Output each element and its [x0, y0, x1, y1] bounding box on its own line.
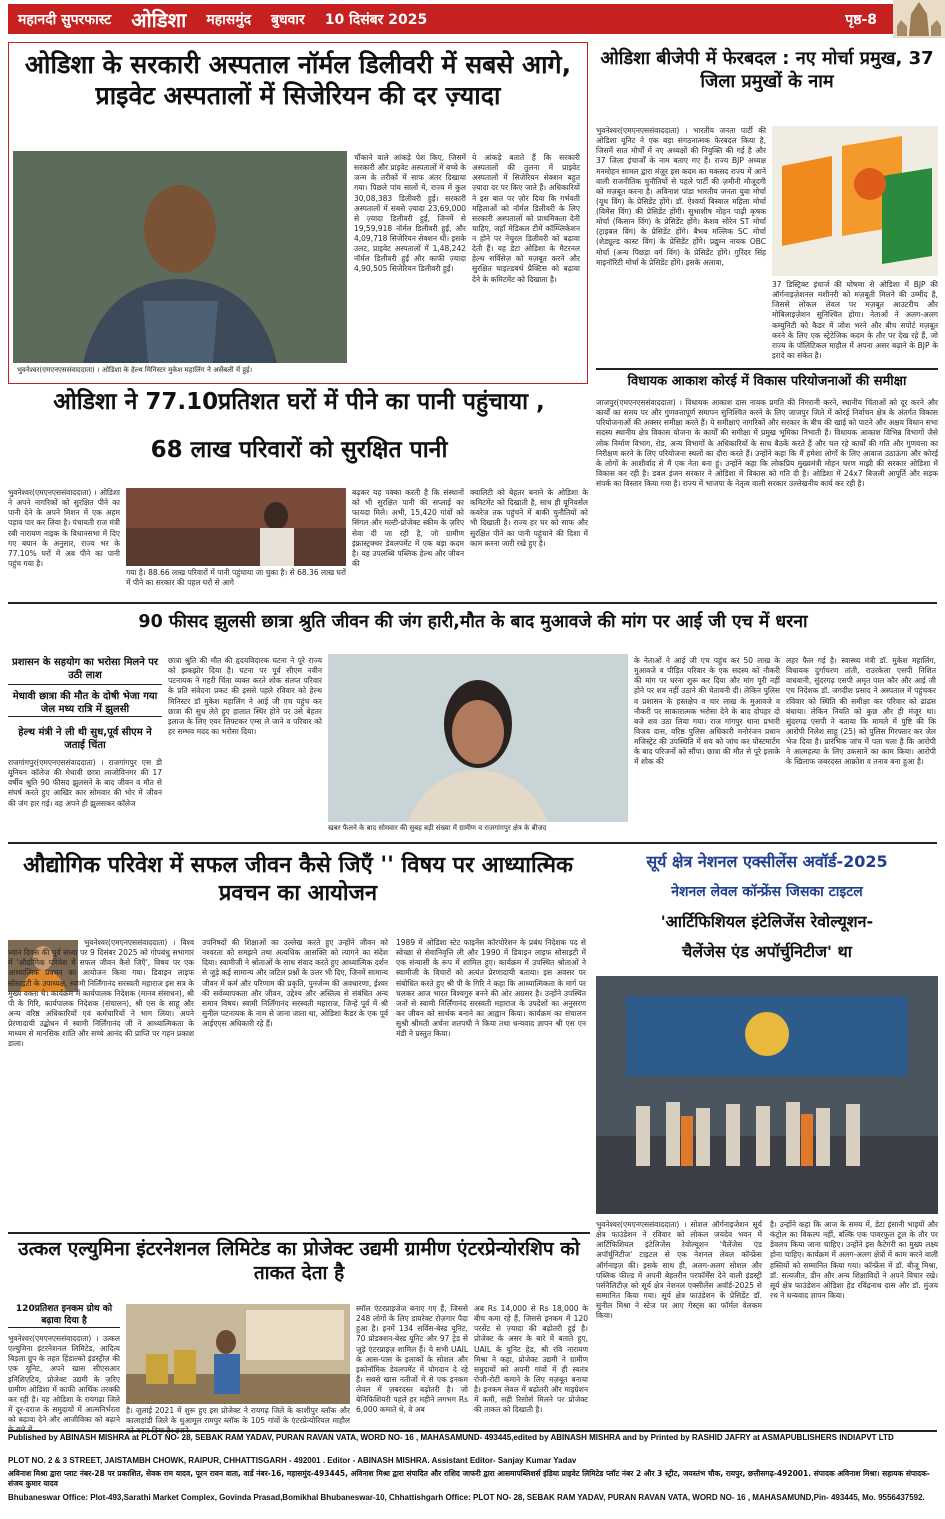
divider [8, 1232, 590, 1234]
student-side-2: मेधावी छात्रा की मौत के दोषी भेजा गया जेल मध्य रात्रि में झुलसी [8, 690, 162, 717]
story-mla-review [596, 368, 938, 598]
story-student-headline: 90 फीसद झुलसी छात्रा श्रुति जीवन की जंग हारी,मौत के बाद मुआवजे की मांग पर आई जी एच में धरना [138, 612, 808, 632]
imprint-line-3: अविनाश मिश्रा द्वारा प्लाट नंबर-28 पर प्रकाशित, सेवक राम यादव, पूरन रावन वाता, वार्ड नंबर-16, महासमुंद-493445, अविनाश मिश्रा द्वारा संपादित और राशिद जाफरी द्वारा आसमापब्लिशर्स इंडिया प्राइवेट लिमिटेड प्लॉट नंबर 2 और 3 स्ट्रीट, जयस्तंभ चौक, रायपुर, छत्तीसगढ़-492001. संपादक अविनाश मिश्रा। सहायक संपादक-संजय कुमार यादव [8, 1469, 930, 1488]
ai-col2: है। उन्होंने कहा कि आज के समय में, डेटा इंसानी भाइयों और कंट्रोल का विकल्प नहीं, बल्कि एक पावरफुल टूल के तौर पर डेवलप किया जाना चाहिए। उन्होंने इस कैटेगरी का मुख्य लक्ष्य होना चाहिए। कार्यक्रम में अलग-अलग क्षेत्रों में काम करने वाली हस्तियों को सम्मानित किया गया। कॉन्फ्रेंस में डॉ. बीजू मिश्रा, डॉ. सत्यजीत, डीन और अन्य शिक्षाविदों ने अपने विचार रखे। सूर्य क्षेत्र फाउंडेशन ओडिशा हेड रविंद्रनाथ दास और डॉ. मुंजय रथ ने धन्यवाद ज्ञापन किया। [770, 1220, 938, 1300]
student-col3: के नेताओं ने आई जी एच पहुंच कर 50 लाख के मुआवजे व पीड़ित परिवार के एक सदस्य को नौकरी की मांग पर धरना शुरू कर दिया और मांग पूरी नहीं होने पर शव नहीं उठाने की चेतावनी दी। लेकिन पुलिस व प्रशासन के हस्तक्षेप व चार लाख के मुआवजे व नौकरी पर साकारात्मक भरोसा देने के बाद दोपहर दो बजे शव उठा लिया गया। राज गांगपुर थाना प्रभारी विजय दास, वरिष्ठ पुलिस अधिकारी मनोरंजन प्रधान मजिस्ट्रेट की उपस्थिति में शव को जांच कर पोस्टमार्टम के बाद परिजनों को सौंपा। छात्रा की मौत से पूरे इलाके में शोक की [634, 656, 780, 767]
conference-photo [596, 976, 938, 1214]
student-col1: राजगांगपुर(एमएनएससंवाददाता) । राजगांगपुर एस डी यूनियन कॉलेज की मेधावी छात्रा लाजोविनगर की 17 वर्षीय श्रुति 90 फीसद झुलसने के बाद जीवन व मौत से संघर्ष करते हुए आखिर कार सोमवार की भोर में जीवन की जंग हार गई। वह अपने ही झुलसकर कॉलेज [8, 758, 162, 808]
story-water-col2: बढ़कर यह पक्का करती है कि संस्थानों को भी सुरक्षित पानी की सप्लाई का फायदा मिले। अभी, 15,420 गांवों को सिंगल और मल्टी-प्रोजेक्ट स्कीम के ज़रिए सेवा दी जा रही है, जो ग्रामीण इंफ्रास्ट्रक्चर डेवलपमेंट में एक बड़ा कदम है। यह उपलब्धि पब्लिक हेल्थ और जीवन की [352, 488, 464, 568]
story-hospital-headline: ओडिशा के सरकारी अस्पताल नॉर्मल डिलीवरी में सबसे आगे, प्राइवेट अस्पतालों में सिजेरियन की दर ज़्यादा [24, 50, 572, 111]
entrepreneur-photo [126, 1304, 350, 1404]
assembly-photo [126, 488, 346, 566]
student-col2: छात्रा श्रुति की मौत की हृदयविदारक घटना ने पूरे राज्य को झकझोर दिया है। घटना पर पूर्व सीएम नवीन पटनायक ने गहरी चिंता व्यक्त करते शोक संतप्त परिवार के प्रति संवेदना प्रकट की इससे पहले रविवार को हेल्थ मिनिस्टर डॉ मुकेश महालिंग ने आई जी एच पहुंच कर छात्रा की सुध लेते हुए हालात स्थिर होने पर उसे बेहतर इलाज के लिए एयर लिफ्टकर एम्स ले जाने व परिवार को हर सम्भव मदद का भरोसा दिया। [168, 656, 322, 736]
story-water-col1: भुवनेश्वर(एमएनएससंवाददाता) । ओडिशा ने अपने नागरिकों को सुरक्षित पीने का पानी देने के अपने मिशन में एक अहम पड़ाव पार कर लिया है। पंचायती राज मंत्री रबी नारायण नाइक के विधानसभा में दिए गए बयान के अनुसार, राज्य भर के 77.10% घरों में अब पीने का पानी पहुंच गया है। [8, 488, 120, 568]
bjp-flags-photo [772, 126, 938, 276]
student-photo [328, 654, 628, 822]
story-ai-headline-4: चैलेंजेस एंड अपॉर्चुनिटीज' था [682, 942, 852, 961]
ai-col1: भुवनेश्वर(एमएनएससंवाददाता) । सोशल ऑर्गनाइजेशन सूर्य क्षेत्र फाउंडेशन ने रविवार को लोकल जयदेव भवन में आर्टिफिशियल इंटेलिजेंस रेवोल्यूशन 'चैलेंजेस एंड अपॉर्चुनिटीज' टाइटल से एक नेशनल लेवल कॉन्फ्रेंस ऑर्गनाइज़ की। इसके साथ ही, अलग-अलग सोशल और पब्लिक फील्ड में अपनी बेहतरीन परफॉर्मेंस देने वाली इंडस्ट्री पर्सनैलिटीज़ को सूर्य क्षेत्र नेशनल एक्सीलेंस अवॉर्ड-2025 से सम्मानित किया गया। सूर्य क्षेत्र फाउंडेशन के प्रेसिडेंट डॉ. सुनील मिश्रा ने स्टेज पर आए गेस्ट्स का फॉर्मल वेलकम किया। [596, 1220, 762, 1321]
entrepreneur-photo-art [126, 1304, 350, 1404]
story-hospital-delivery [8, 42, 588, 384]
imprint-line-1: Published by ABINASH MISHRA at PLOT NO- 28, SEBAK RAM YADAV, PURAN RAVAN VATA, WORD NO- 16 , MAHASAMUND- 493445,edited by ABINASH MISHRA and by Printed by RASHID JAFRY at ASMAPUBLISHERS INDIAPVT LTD [8, 1433, 894, 1442]
page-number: पृष्ठ-8 [845, 11, 877, 28]
story-ai-conference [596, 848, 938, 1378]
paper-name: महानदी सुपरफास्ट [18, 11, 112, 28]
story-water-headline-1: ओडिशा ने 77.10प्रतिशत घरों में पीने का पानी पहुंचाया , [53, 389, 545, 415]
story-uail-headline: उत्कल एल्युमिना इंटरनेशनल लिमिटेड का प्रोजेक्ट उद्यमी ग्रामीण एंटरप्रेन्योरशिप को ताकत देता है [18, 1238, 580, 1284]
divider [8, 1430, 937, 1432]
story-spiritual-discourse [8, 848, 588, 1226]
imprint-line-4: Bhubaneswar Office: Plot-493,Sarathi Market Complex, Govinda Prasad,Bomikhal Bhubaneswar-10, Chhattishgarh Office: PLOT NO- 28, SEBAK RAM YADAV, PURAN RAVAN VATA, WORD NO- 16 , MAHASAMUND,Pin- 493445, Mo. 9556437592. [8, 1493, 925, 1502]
imprint-line-2: PLOT NO. 2 & 3 STREET, JAISTAMBH CHOWK, RAIPUR, CHHATTISGARH - 492001 . Editor - ABINASH MISHRA. Assistant Editor- Sanjay Kumar Yadav [8, 1456, 577, 1465]
minister-photo [13, 151, 347, 363]
story-bjp-body2: 37 डिस्ट्रिक्ट इंचार्ज की घोषणा से ओडिशा में BJP की ऑर्गनाइज़ेशनल मशीनरी को मज़बूती मिलने की उम्मीद है, जिससे लोकल लेवल पर मज़बूत आउटरीच और मोबिलाइज़ेशन सुनिश्चित होगा। नेताओं ने अलग-अलग कम्युनिटी को कैडर में जोश भरने और बीच सपोर्ट मज़बूत करने के लिए एक स्ट्रेटेजिक कदम के तौर पर देख रहे हैं, जो राज्य के पॉलिटिकल माहौल में अपना असर बढ़ाने के BJP के इरादे का संकेत है। [772, 280, 938, 360]
spiritual-col3: 1989 में ओडिशा स्टेट फाइनेंस कॉरपोरेशन के प्रबंध निदेशक पद से स्वेच्छा से सेवानिवृत्ति ली और 1990 में डिवाइन लाइफ सोसाइटी में एक संन्यासी के रूप में शामिल हुए। कार्यक्रम में उपस्थित श्रोताओं ने स्वामीजी के विचारों को अत्यंत प्रेरणादायी बताया। इस अवसर पर संबोधित करते हुए श्री पी के गिरि ने कहा कि आध्यात्मिकता के मार्ग पर चलकर आज भारत विश्वगुरु बनने की ओर अग्रसर है। उन्होंने उपस्थित जनों से स्वामी निर्लिंगानंद सरस्वती महाराज के उपदेशों का अनुसरण कर जीवन को सार्थक बनाने का आह्वान किया। कार्यक्रम का संचालन सुश्री श्रीमती अर्चना शतपथी ने किया तथा धन्यवाद ज्ञापन श्री एस एन मंडी ने प्रस्तुत किया। [396, 938, 586, 1039]
story-uail-project [8, 1236, 590, 1426]
story-bjp-body: भुवनेश्वर(एमएनएससंवाददाता) । भारतीय जनता पार्टी की ओडिशा यूनिट ने एक बड़ा संगठनात्मक फेरबदल किया है, जिसमें सात मोर्चों में नए अध्यक्षों की नियुक्ति की गई है और 37 जिला इंचार्जों के नाम बताए गए हैं। राज्य BJP अध्यक्ष मनमोहन सामल द्वारा मंज़ूर इस कदम का मकसद राज्य में आने वाली राजनीतिक चुनौतियों से पहले पार्टी की ज़मीनी मौजूदगी को मज़बूत करना है। अविनाश पांडा भारतीय जनता युवा मोर्चा (यूथ विंग) के प्रेसिडेंट होंगे। डॉ. ऐश्वर्या बिस्वाल महिला मोर्चा (विमेंस विंग) की प्रेसिडेंट होंगी। सुभाशीष मोहन पाढ़ी कृषक मोर्चा (किसान विंग) के प्रेसिडेंट होंगे। केशव सोरेन ST मोर्चा (ट्राइबल विंग) के प्रेसिडेंट होंगे। बैभब मल्लिक SC मोर्चा (शेड्यूल्ड कास्ट विंग) के प्रेसिडेंट होंगे। प्रद्युम्न नायक OBC मोर्चा (अन्य पिछड़ा वर्ग विंग) के प्रेसिडेंट होंगे। गुरिंदर सिंह माइनॉरिटी मोर्चा के प्रेसिडेंट होंगे। इसके अलावा, [596, 126, 766, 267]
assembly-photo-art [126, 488, 346, 566]
minister-photo-art [13, 151, 347, 363]
story-mla-headline: विधायक आकाश कोरई में विकास परियोजनाओं की समीक्षा [627, 374, 907, 389]
story-bjp-reshuffle [596, 42, 938, 362]
student-photo-art [328, 654, 628, 822]
conference-photo-art [596, 976, 938, 1214]
issue-date: 10 दिसंबर 2025 [324, 11, 428, 28]
divider [8, 602, 937, 604]
story-hospital-col1: चौंकाने वाले आंकड़े पेश किए, जिसमें सरकारी और प्राइवेट अस्पतालों में बच्चे के जन्म के तरीकों में साफ अंतर दिखाया गया। पिछले पांच सालों में, राज्य में कुल 30,08,383 डिलीवरी हुईं। सरकारी अस्पतालों में सबसे ज़्यादा 23,69,000 से ज़्यादा डिलीवरी हुईं, जिनमें से 19,59,918 नॉर्मल डिलीवरी हुईं, और 4,09,718 सिजेरियन सेक्शन थीं। इसके उलट, प्राइवेट अस्पतालों में 1,48,242 नॉर्मल डिलीवरी हुईं और काफी ज़्यादा 4,90,505 सिजेरियन डिलीवरी हुईं। [354, 153, 467, 274]
student-col4: लहर फैल गई है। स्वास्थ्य मंत्री डॉ. मुकेश महालिंग, विधायक दुर्गाचरण तांती, राउरकेला एसपी निशित वाधवानी, सुंदरगढ़ एसपी अमृत पाल कौर और आई जी एच निदेशक डॉ. जगदीश प्रसाद ने अस्पताल में पहुंचकर रविवार को स्थिति की समीक्षा कर परिवार को ढांढस बंधाया। लेकिन नियति को कुछ और ही मंजूर था। सुंदरगढ़ एसपी ने बताया कि मामले में पुष्टि की कि आरोपी निलेश साहू (25) को पुलिस गिरफ्तार कर जेल भेज दिया है। प्रारंभिक जांच में पता चला है कि आरोपी ने आत्महत्या के लिए उकसाने का काम किया। आरोपी के खिलाफ जबरदस्त आक्रोश व तनाव बना हुआ है। [786, 656, 936, 767]
masthead [8, 4, 937, 34]
uail-col2: स्मॉल एंटरप्राइजेज बनाए गए हैं, जिससे 248 लोगों के लिए डायरेक्ट रोज़गार पैदा हुआ है। इनमें 134 सर्विस-बेस्ड यूनिट, 70 प्रोडक्शन-बेस्ड यूनिट और 97 ट्रेड से जुड़े एंटरप्राइज़ शामिल हैं। ये सभी UAIL के आस-पास के इलाकों के सोशल और इकोनॉमिक डेवलपमेंट में योगदान दे रहे हैं। सबसे खास नतीजों में से एक इनकम लेवल में ज़बरदस्त बढ़ोतरी है। जो बेनिफिशियरी पहले हर महीने लगभग Rs 6,000 कमाते थे, वे अब [356, 1304, 468, 1415]
uail-side: 120प्रतिशत इनकम ग्रोथ को बढ़ावा दिया है [8, 1304, 120, 1328]
region-name: ओडिशा [131, 7, 187, 32]
story-ai-headline-3: 'आर्टिफिशियल इंटेलिजेंस रेवोल्यूशन- [660, 912, 874, 931]
story-ai-headline-1: सूर्य क्षेत्र नेशनल एक्सीलेंस अवॉर्ड-2025 [646, 852, 888, 871]
story-water-headline-2: 68 लाख परिवारों को सुरक्षित पानी [150, 437, 448, 463]
student-side-1: प्रशासन के सहयोग का भरोसा मिलने पर उठी लाश [8, 654, 162, 685]
story-water-col3: क्वालिटी को बेहतर बनाने के ओडिशा के कमिटमेंट को दिखाती है, साथ ही यूनिवर्सल कवरेज तक पहुंचने में बाकी चुनौतियों को भी दिखाती है। राज्य हर घर को साफ और सुरक्षित पीने का पानी पहुंचाने की दिशा में काम करना जारी रखे हुए है। [470, 488, 588, 548]
story-student-death [8, 606, 938, 838]
student-side-3: हेल्थ मंत्री ने ली थी सुध,पूर्व सीएम ने जताई चिंता [18, 727, 152, 751]
story-drinking-water [8, 388, 590, 596]
spiritual-col1: भुवनेश्वर(एमएनएससंवाददाता) । विश्व ध्यान दिवस की पूर्व संध्या पर 9 दिसंबर 2025 को गोपबंधु सभागार में 'औद्योगिक परिवेश में सफल जीवन कैसे जिएँ', विषय पर एक आध्यात्मिक प्रवचन का आयोजन किया गया। डिवाइन लाइफ सोसाइटी के उपाध्यक्ष, स्वामी निर्लिंगानंद सरस्वती महाराज इस सत्र के मुख्य वक्ता थे। कार्यक्रम में कार्यपालक निदेशक (मानव संसाधन), श्री पी के गिरि, कार्यपालक निदेशक (संचालन), श्री एस के साहू और अन्य वरिष्ठ अधिकारियों एवं कर्मचारियों ने भाग लिया। अपने प्रेरणादायी उद्बोधन में स्वामी निर्लिंगानंद जी ने आध्यात्मिकता के माध्यम से मानसिक शांति और सच्चे आनंद की प्राप्ति पर गहन प्रकाश डाला। [8, 938, 194, 1049]
city-name: महासमुंद [206, 11, 252, 28]
day-name: बुधवार [271, 11, 305, 28]
story-mla-body: जाजपुर(एमएनएससंवाददाता) । विधायक आकाश दास नायक प्रगति की निगरानी करने, स्थानीय चिंताओं को दूर करने और कार्यों का समय पर और गुणवत्तापूर्ण समापन सुनिश्चित करने के लिए जाजपुर जिले में कोरई निर्वाचन क्षेत्र के अंतर्गत विकास परियोजनाओं की अक्सर समीक्षा करते हैं। ये समीक्षाएं नागरिकों और सरकार के बीच की खाई को पाटने और अक्षय विधान सभा सदस्य स्थानीय क्षेत्र विकास योजना के कार्यों की समीक्षा में प्रमुख भूमिका निभाती हैं। विधायक आकाश विभिन्न विभागों जैसे लोक निर्माण विभाग, रोड, अन्य विभागों के अधिकारियों के साथ बैठकें करते हैं और चल रहे कार्यों की गति और गुणवत्ता का निरीक्षण करने के लिए परियोजना स्थलों का दौरा करते हैं। उन्होंने कहा कि मैं हमेशा लोगों के लिए आवाज उठाऊंगा और कोरई के लोगों के आशीर्वाद से मैं एक नेता बना हूं। उन्होंने कहा कि लोकप्रिय मुख्यमंत्री मोहन चरण माझी की सरकार ओडिशा में विकास कर रही है। डबल इंजन सरकार ने ओडिशा में विकास को गति दी है। ओडिशा में 24x7 बिजली आपूर्ति और सड़क संपर्क का विस्तार किया गया है। राज्य में भाजपा के नेतृत्व वाली सरकार उल्लेखनीय कार्य कर रही है। [596, 398, 938, 488]
spiritual-col2: उपनिषदों की शिक्षाओं का उल्लेख करते हुए उन्होंने जीवन को नश्वरता को समझने तथा अत्यधिक आसक्ति को त्यागने का संदेश दिया। स्वामीजी ने श्रोताओं के साथ संवाद करते हुए आध्यात्मिक दर्शन से जुड़े कई सामान्य और जटिल प्रश्नों के उत्तर भी दिए, जिनमें सामान्य जीवन में कर्म और परिणाम की प्रकृति, पुनर्जन्म की अवधारणा, ईश्वर की सर्वव्यापकता और जीवन, उद्देश्य और अस्तित्व से संबंधित अन्य समान विषय। स्वामी निर्लिंगानंद सरस्वती महाराज, जिन्हें पूर्व में श्री सुनील पटनायक के नाम से जाना जाता था, ओडिशा कैडर के एक पूर्व आईएएस अधिकारी रहे हैं। [202, 938, 388, 1028]
temple-icon [893, 0, 945, 38]
story-bjp-headline: ओडिशा बीजेपी में फेरबदल : नए मोर्चा प्रमुख, 37 जिला प्रमुखों के नाम [600, 48, 934, 92]
divider [8, 842, 937, 844]
minister-photo-caption: भुवनेश्वर(एमएनएससंवाददाता) । ओडिशा के हेल्थ मिनिस्टर मुकेश महालिंग ने असेंबली में हुई। [17, 366, 253, 374]
bjp-flags-art [772, 126, 938, 276]
uail-col1: भुवनेश्वर(एमएनएससंवाददाता) । उत्कल एल्युमिना इंटरनेशनल लिमिटेड, आदित्य बिड़ला ग्रुप के तहत हिंडाल्को इंडस्ट्रीज़ की एक यूनिट, अपने खास सीएसआर इनिशिएटिव, प्रोजेक्ट उद्यमी के ज़रिए ग्रामीण ओडिशा में काफी आर्थिक तरक्की कर रही है। यह ओडिशा के रायगढ़ा जिले में दूर-दराज के समुदायों में आत्मनिर्भरता को बढ़ावा देने और आजीविका को बढ़ाने [8, 1334, 120, 1424]
story-hospital-col2: ये आंकड़े बताते हैं कि सरकारी अस्पतालों की तुलना में प्राइवेट अस्पतालों में सिजेरियन सेक्शन बहुत ज़्यादा दर पर किए जाते हैं। अधिकारियों ने इस बात पर ज़ोर दिया कि गर्भवती महिलाओं को नॉर्मल डिलीवरी के लिए सरकारी अस्पतालों को प्राथमिकता देनी चाहिए, जहाँ मेडिकल टीमें कॉम्प्लिकेशन न होने पर नेचुरल डिलीवरी को बढ़ावा देती हैं। यह डेटा ओडिशा के मैटरनल हेल्थ सर्विसेज़ को मज़बूत करने और सुरक्षित चाइल्डबर्थ प्रैक्टिस को बढ़ावा देने के कमिटमेंट को दिखाता है। [472, 153, 580, 284]
student-photo-caption: खबर फैलने के बाद सोमवार की सुबह बड़ी संख्या में ग्रामीण व राजगांगपुर क्षेत्र के बीजद [328, 824, 547, 832]
story-spiritual-headline: औद्योगिक परिवेश में सफल जीवन कैसे जिएँ '' विषय पर आध्यात्मिक प्रवचन का आयोजन [23, 853, 573, 906]
story-ai-headline-2: नेशनल लेवल कॉन्फ्रेंस जिसका टाइटल [671, 884, 863, 900]
uail-caption: है। जुलाई 2021 में शुरू हुए इस प्रोजेक्ट ने रायगढ़ जिले के काशीपुर ब्लॉक और कालाहांडी जिले के थुआमूल रामपुर ब्लॉक के 105 गांवों के एंटरप्रेन्योरियल माहौल [126, 1406, 350, 1426]
uail-col3: अब Rs 14,000 से Rs 18,000 के बीच कमा रहे हैं, जिससे इनकम में 120 परसेंट से ज़्यादा की बढ़ोतरी हुई है। प्रोजेक्ट के असर के बारे में बताते हुए, UAIL के यूनिट हेड, श्री रवि नारायण मिश्रा ने कहा, प्रोजेक्ट उद्यमी ने ग्रामीण समुदायों को अपनी गांवों में ही स्वतंत्र रोजी-रोटी कमाने के लिए मज़बूत बनाया है। इनकम लेवल में बढ़ोतरी और माइग्रेशन में कमी, सही रिसोर्स मिलने पर प्रोजेक्ट की ताकत को दिखाती है। [474, 1304, 588, 1415]
story-water-caption: गया है। 88.66 लाख परिवारों में पानी पहुंचाया जा चुका है। से 68.36 लाख घरों में पीने का सरकार की पहल घरों से आगे [126, 568, 346, 588]
